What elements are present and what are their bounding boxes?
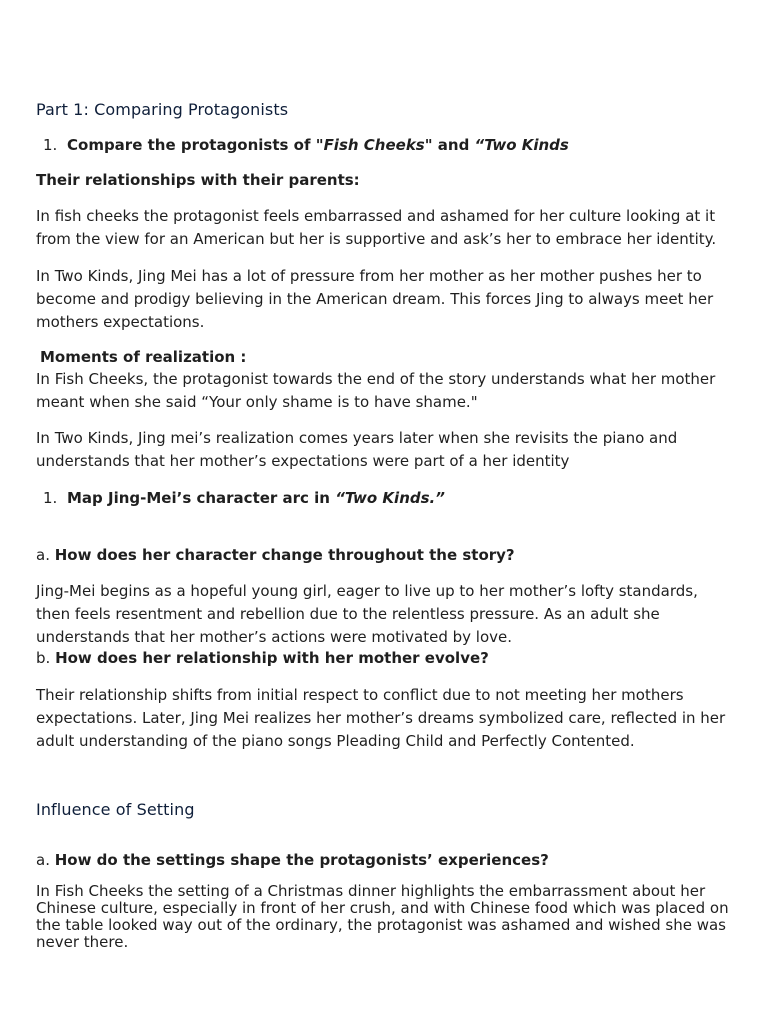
paragraph-moment-fish: In Fish Cheeks, the protagonist towards the end of the story understands what her mother meant when she said “Your only shame is to have shame.": [36, 370, 716, 411]
part1-heading: Part 1: Comparing Protagonists: [36, 100, 289, 119]
paragraph-moment-two: In Two Kinds, Jing mei’s realization comes years later when she revisits the piano and understands that her mother’s expectations were part of a her identity: [36, 429, 678, 470]
paragraph-fish-cheeks: In fish cheeks the protagonist feels embarrassed and ashamed for her culture looking at it from the view for an American but her is supportive and ask’s her to embrace her identity.: [36, 207, 717, 248]
moments-heading: Moments of realization :: [40, 348, 247, 366]
paragraph-character-change: Jing-Mei begins as a hopeful young girl, eager to live up to her mother’s lofty standards, then feels resentment and rebellion due to the relentless pressure. As an adult she understands that her mother’s actions were motivated by love.: [36, 582, 698, 646]
title-two-kinds: “Two Kinds: [474, 136, 569, 154]
sub-question: How does her character change throughout the story?: [54, 546, 515, 564]
question-1: [36, 134, 569, 157]
sub-question: How do the settings shape the protagonists’ experiences?: [54, 851, 549, 869]
title-fish-cheeks: "Fish Cheeks": [315, 136, 433, 154]
question-text-and: and: [432, 136, 475, 154]
list-number: 1.: [43, 136, 58, 154]
paragraph-relationship-evolve: Their relationship shifts from initial respect to conflict due to not meeting her mothers expectations. Later, Jing Mei realizes her mother’s dreams symbolized care, reflected in her adult understanding of the piano songs Pleading Child and Perfectly Contented.: [36, 686, 726, 750]
relationships-heading: Their relationships with their parents:: [36, 171, 360, 189]
question-text: Map Jing-Mei’s character arc in: [67, 489, 336, 507]
setting-question-a: [36, 849, 549, 872]
question-text: Compare the protagonists of: [67, 136, 316, 154]
sub-label: b.: [36, 649, 56, 667]
sub-label: a.: [36, 546, 55, 564]
question-2b: [36, 647, 489, 670]
list-number: 1.: [43, 489, 58, 507]
question-2: [36, 487, 445, 510]
title-two-kinds: “Two Kinds.”: [335, 489, 445, 507]
paragraph-two-kinds: In Two Kinds, Jing Mei has a lot of pressure from her mother as her mother pushes her to become and prodigy believing in the American dream. This forces Jing to always meet her mothers expectations.: [36, 267, 714, 331]
sub-label: a.: [36, 851, 55, 869]
paragraph-setting: In Fish Cheeks the setting of a Christmas dinner highlights the embarrassment about her Chinese culture, especially in front of her crush, and with Chinese food which was placed on the table looked way out of the ordinary, the protagonist was ashamed and wished she was never there.: [36, 882, 729, 951]
setting-heading: Influence of Setting: [36, 800, 195, 819]
question-2a: [36, 544, 515, 567]
sub-question: How does her relationship with her mother evolve?: [55, 649, 489, 667]
